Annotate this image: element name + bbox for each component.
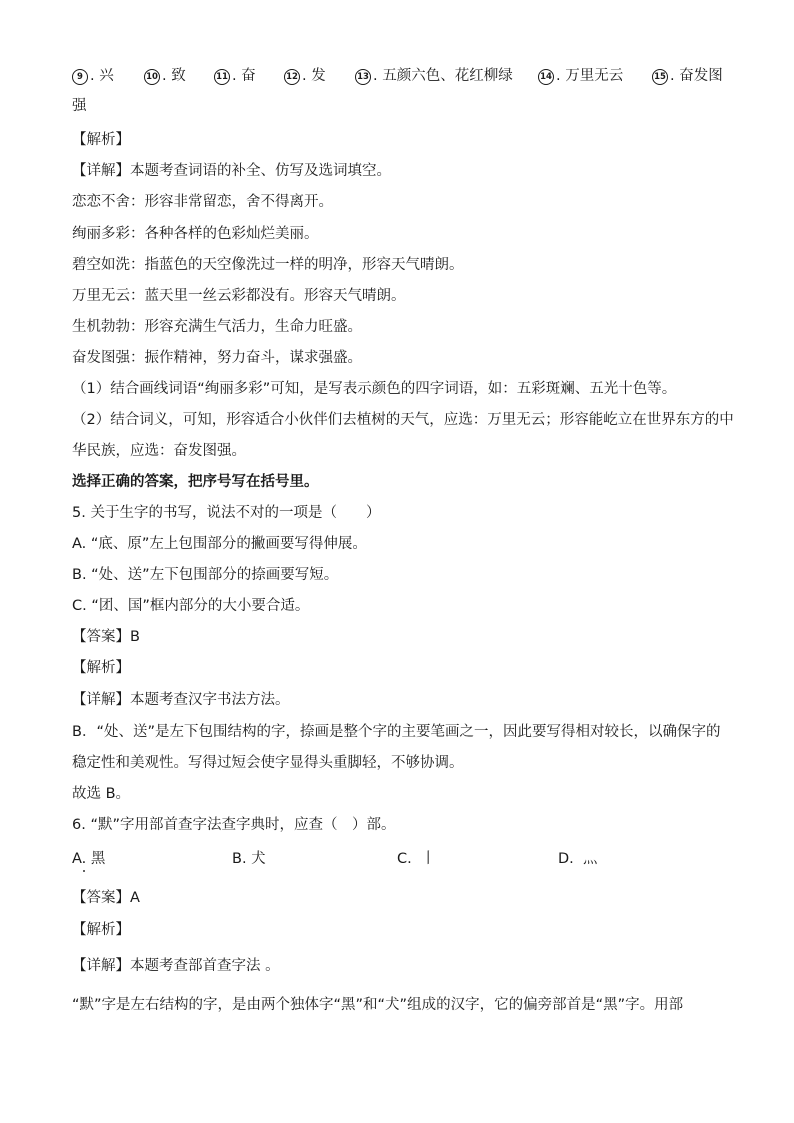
answer-text: . 五颜六色、花红柳绿 — [373, 68, 513, 84]
stray-dot-mark — [83, 870, 85, 872]
q5-question: 5. 关于生字的书写，说法不对的一项是（ ） — [72, 505, 381, 521]
q5-analysis-label: 【解析】 — [72, 660, 130, 676]
q6-explanation: “默”字是左右结构的字，是由两个独体字“黑”和“犬”组成的汉字，它的偏旁部首是“黑”字。用部 — [72, 997, 684, 1013]
option-letter: D. — [558, 851, 574, 867]
circled-number: 13 — [355, 69, 371, 85]
q5-explanation: B．“处、送”是左下包围结构的字，捺画是整个字的主要笔画之一，因此要写得相对较长，以确保字的 — [72, 724, 721, 740]
answer-text: . 发 — [302, 68, 326, 84]
answer-text: . 致 — [162, 68, 186, 84]
q4-def-6: 奋发图强：振作精神，努力奋斗，谋求强盛。 — [72, 350, 362, 366]
circled-number: 15 — [652, 69, 668, 85]
circled-number: 12 — [284, 69, 300, 85]
q6-option-b — [232, 847, 266, 868]
section-heading: 选择正确的答案，把序号写在括号里。 — [72, 474, 319, 490]
q6-option-c — [397, 847, 435, 868]
q5-conclusion: 故选 B。 — [72, 786, 131, 802]
q6-question: 6. “默”字用部首查字法查字典时，应查（ ）部。 — [72, 817, 396, 833]
answer-text: . 万里无云 — [556, 68, 624, 84]
answer-item-13 — [355, 64, 513, 85]
answer-item-14 — [538, 64, 623, 85]
q5-option-c: C. “团、国”框内部分的大小要合适。 — [72, 598, 310, 614]
answer-item-12 — [284, 64, 326, 85]
q6-option-a — [72, 847, 105, 868]
option-letter: C. — [397, 851, 412, 867]
q4-analysis-label: 【解析】 — [72, 132, 130, 148]
q6-analysis-label: 【解析】 — [72, 922, 130, 938]
option-text: 丨 — [420, 851, 436, 867]
q5-detail: 【详解】本题考查汉字书法方法。 — [72, 692, 290, 708]
q6-option-d — [558, 847, 598, 868]
q6-options — [72, 847, 732, 869]
circled-number: 14 — [538, 69, 554, 85]
answer-text: . 兴 — [90, 68, 114, 84]
q4-part-2: （2）结合词义，可知，形容适合小伙伴们去植树的天气，应选：万里无云；形容能屹立在世界东方的中 — [72, 412, 734, 428]
q5-option-a: A. “底、原”左上包围部分的撇画要写得伸展。 — [72, 536, 367, 552]
q5-option-b: B. “处、送”左下包围部分的捺画要写短。 — [72, 567, 339, 583]
answer-continuation: 强 — [72, 98, 87, 114]
answers-row — [72, 64, 732, 88]
q6-answer: 【答案】A — [72, 890, 140, 906]
option-text: 灬 — [583, 851, 598, 867]
circled-number: 9 — [72, 69, 88, 85]
answer-item-9 — [72, 64, 114, 85]
option-text: 犬 — [251, 851, 266, 867]
answer-text: . 奋发图 — [670, 68, 723, 84]
q4-def-4: 万里无云：蓝天里一丝云彩都没有。形容天气晴朗。 — [72, 288, 406, 304]
circled-number: 11 — [214, 69, 230, 85]
q4-def-5: 生机勃勃：形容充满生气活力，生命力旺盛。 — [72, 319, 362, 335]
q4-def-2: 绚丽多彩：各种各样的色彩灿烂美丽。 — [72, 226, 319, 242]
option-letter: B. — [232, 851, 247, 867]
option-letter: A. — [72, 851, 87, 867]
q5-explanation-cont: 稳定性和美观性。写得过短会使字显得头重脚轻，不够协调。 — [72, 755, 464, 771]
q5-answer: 【答案】B — [72, 629, 140, 645]
q4-part-1: （1）结合画线词语“绚丽多彩”可知，是写表示颜色的四字词语，如：五彩斑斓、五光十色等。 — [72, 381, 677, 397]
answer-text: . 奋 — [232, 68, 256, 84]
answer-item-11 — [214, 64, 256, 85]
q4-def-1: 恋恋不舍：形容非常留恋，舍不得离开。 — [72, 194, 333, 210]
answer-item-10 — [144, 64, 186, 85]
q6-detail: 【详解】本题考查部首查字法 。 — [72, 958, 280, 974]
answer-item-15 — [652, 64, 723, 85]
circled-number: 10 — [144, 69, 160, 85]
q4-def-3: 碧空如洗：指蓝色的天空像洗过一样的明净，形容天气晴朗。 — [72, 257, 464, 273]
q4-part-2-cont: 华民族，应选：奋发图强。 — [72, 443, 246, 459]
q4-detail: 【详解】本题考查词语的补全、仿写及选词填空。 — [72, 163, 391, 179]
option-text: 黑 — [90, 851, 106, 867]
